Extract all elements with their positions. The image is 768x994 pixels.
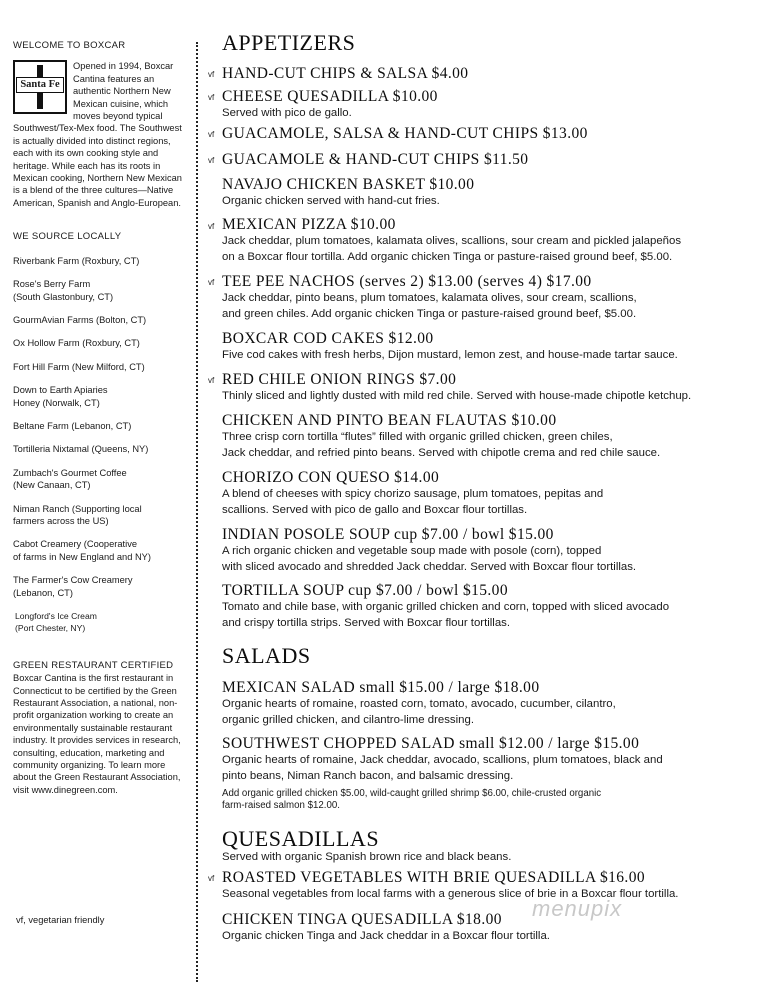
vf-marker: vf [208, 130, 215, 139]
menu-item-cheese-quesadilla [222, 88, 762, 122]
menu-item-cod-cakes [222, 330, 762, 364]
farm-line: Down to Earth Apiaries [13, 385, 108, 396]
farm-line: Ox Hollow Farm (Roxbury, CT) [13, 338, 140, 349]
menu-item-flautas [222, 412, 762, 461]
item-name: SOUTHWEST CHOPPED SALAD small $12.00 / large $15.00 [222, 735, 640, 752]
farm-line: (Port Chester, NY) [15, 623, 86, 634]
vf-marker: vf [208, 376, 215, 385]
item-name: MEXICAN SALAD small $15.00 / large $18.00 [222, 679, 540, 696]
item-desc: pinto beans, Niman Ranch bacon, and balsamic dressing. [222, 769, 514, 782]
farm-line: Cabot Creamery (Cooperative [13, 539, 138, 550]
item-desc: Jack cheddar, plum tomatoes, kalamata olives, scallions, sour cream and pickled jalapeños [222, 235, 682, 247]
farm-item [13, 278, 191, 303]
welcome-heading: WELCOME TO BOXCAR [13, 40, 126, 51]
item-desc: Five cod cakes with fresh herbs, Dijon mustard, lemon zest, and house-made tartar sauce. [222, 349, 678, 361]
item-desc: on a Boxcar flour tortilla. Add organic chicken Tinga or pasture-raised ground beef, $5.00. [222, 250, 673, 263]
menu-item-southwest-salad [222, 735, 762, 784]
farm-line: Beltane Farm (Lebanon, CT) [13, 420, 132, 431]
menu-item-navajo [222, 176, 762, 210]
item-desc: scallions. Served with pico de gallo and Boxcar flour tortillas. [222, 503, 528, 516]
farm-line: of farms in New England and NY) [13, 551, 151, 562]
farm-item [13, 420, 191, 432]
item-desc: Served with pico de gallo. [222, 107, 352, 119]
source-heading: WE SOURCE LOCALLY [13, 231, 122, 243]
farm-line: The Farmer's Cow Creamery [13, 575, 133, 586]
menu-item-chicken-tinga-quesadilla [222, 911, 762, 945]
farm-line: (New Canaan, CT) [13, 480, 91, 491]
menu-item-chips-salsa [222, 65, 762, 83]
menu-item-mexican-pizza [222, 216, 762, 265]
section-salads: SALADS [222, 643, 311, 668]
item-desc: Jack cheddar, and refried pinto beans. Served with chipotle crema and red chile sauce. [222, 446, 661, 459]
item-desc: and green chiles. Add organic chicken Tinga or pasture-raised ground beef, $5.00. [222, 307, 637, 320]
logo-text: Santa Fe [16, 77, 64, 93]
farm-line: (Lebanon, CT) [13, 587, 73, 598]
item-desc: Jack cheddar, pinto beans, plum tomatoes, kalamata olives, sour cream, scallions, [222, 292, 637, 304]
item-desc: Thinly sliced and lightly dusted with mild red chile. Served with house-made chipotle ketchup. [222, 390, 692, 402]
dotted-divider [196, 42, 198, 982]
vf-marker: vf [208, 874, 215, 883]
item-desc: Seasonal vegetables from local farms with a generous slice of brie in a Boxcar flour tortilla. [222, 888, 679, 900]
farm-line: farmers across the US) [13, 515, 109, 526]
addon-desc: farm-raised salmon $12.00. [222, 800, 340, 811]
item-desc: Organic chicken Tinga and Jack cheddar in a Boxcar flour tortilla. [222, 930, 550, 942]
item-desc: A blend of cheeses with spicy chorizo sausage, plum tomatoes, pepitas and [222, 488, 604, 500]
section-appetizers: APPETIZERS [222, 30, 356, 55]
menu-item-nachos [222, 273, 762, 322]
item-name: HAND-CUT CHIPS & SALSA $4.00 [222, 65, 469, 82]
farm-item [13, 314, 191, 326]
item-name: TORTILLA SOUP cup $7.00 / bowl $15.00 [222, 582, 508, 599]
item-name: TEE PEE NACHOS (serves 2) $13.00 (serves 4) $17.00 [222, 273, 592, 290]
item-desc: Three crisp corn tortilla “flutes” filled with organic grilled chicken, green chiles, [222, 431, 613, 443]
item-name: GUACAMOLE & HAND-CUT CHIPS $11.50 [222, 151, 529, 168]
santa-fe-logo [13, 60, 67, 114]
item-desc: with sliced avocado and shredded Jack cheddar. Served with Boxcar flour tortillas. [222, 560, 637, 573]
farm-item [13, 574, 191, 599]
item-name: MEXICAN PIZZA $10.00 [222, 216, 396, 233]
item-name: NAVAJO CHICKEN BASKET $10.00 [222, 176, 475, 193]
vf-marker: vf [208, 156, 215, 165]
farm-line: Niman Ranch (Supporting local [13, 503, 142, 514]
item-name: CHICKEN TINGA QUESADILLA $18.00 [222, 911, 502, 928]
menu-item-tortilla-soup [222, 582, 762, 631]
farm-item [13, 337, 191, 349]
item-name: CHEESE QUESADILLA $10.00 [222, 88, 438, 105]
farm-item [13, 255, 191, 267]
menu-item-posole [222, 526, 762, 575]
item-desc: and crispy tortilla strips. Served with Boxcar flour tortillas. [222, 616, 511, 629]
farm-item [13, 384, 191, 409]
farm-item [13, 538, 191, 563]
item-name: ROASTED VEGETABLES WITH BRIE QUESADILLA $16.00 [222, 869, 646, 886]
farm-line: Rose's Berry Farm [13, 279, 91, 290]
green-text: Boxcar Cantina is the first restaurant in Connecticut to be certified by the Green Restaurant Association, a national, non-profit organization working to create an environmentally sustainable restaurant industry. It provides services in research, consulting, education, marketing and community organizing. To learn more about the Green Restaurant Association, visit www.dinegreen.com. [13, 673, 181, 795]
menu-item-onion-rings [222, 371, 762, 405]
farm-line: Zumbach's Gourmet Coffee [13, 467, 127, 478]
item-name: RED CHILE ONION RINGS $7.00 [222, 371, 457, 388]
addon-desc: Add organic grilled chicken $5.00, wild-caught grilled shrimp $6.00, chile-crusted organic [222, 788, 602, 799]
salad-addons [222, 788, 762, 812]
vf-legend: vf, vegetarian friendly [16, 915, 105, 925]
item-desc: Organic chicken served with hand-cut fries. [222, 195, 440, 207]
farm-line: Tortilleria Nixtamal (Queens, NY) [13, 444, 149, 455]
farm-item [13, 443, 191, 455]
farm-item [13, 361, 191, 373]
item-desc: A rich organic chicken and vegetable soup made with posole (corn), topped [222, 545, 602, 557]
menu-item-mexican-salad [222, 679, 762, 728]
farm-line: Longford's Ice Cream [15, 611, 97, 621]
vf-marker: vf [208, 93, 215, 102]
farm-line: Riverbank Farm (Roxbury, CT) [13, 255, 140, 266]
menu-item-roasted-veg-quesadilla [222, 869, 762, 903]
vf-marker: vf [208, 222, 215, 231]
item-name: GUACAMOLE, SALSA & HAND-CUT CHIPS $13.00 [222, 125, 588, 142]
item-desc: Organic hearts of romaine, roasted corn, tomato, avocado, cucumber, cilantro, [222, 698, 616, 710]
vf-marker: vf [208, 70, 215, 79]
section-note: Served with organic Spanish brown rice and black beans. [222, 851, 512, 863]
farm-line: Honey (Norwalk, CT) [13, 397, 100, 408]
item-desc: Organic hearts of romaine, Jack cheddar, avocado, scallions, plum tomatoes, black and [222, 754, 663, 766]
quesadilla-note [222, 850, 762, 866]
menupix-watermark: menupix [532, 896, 623, 921]
welcome-text: Opened in 1994, Boxcar Cantina features an authentic Northern New Mexican cuisine, which moves beyond typical Southwest/Tex-Mex food. The Southwest is actually divided into distinct regions, each with its own cooking style and heritage. While each has its roots in Mexican cooking, Northern New Mexican is a blend of the three cultures—Native American, Spanish and Anglo-European. [13, 61, 182, 208]
menu-item-chorizo [222, 469, 762, 518]
item-name: BOXCAR COD CAKES $12.00 [222, 330, 434, 347]
item-desc: organic grilled chicken, and cilantro-lime dressing. [222, 713, 474, 726]
farm-item [13, 467, 191, 492]
farm-item [13, 503, 191, 528]
section-quesadillas: QUESADILLAS [222, 826, 380, 851]
menu-item-guac-chips [222, 151, 762, 169]
farm-item [13, 610, 191, 635]
farm-line: Fort Hill Farm (New Milford, CT) [13, 361, 145, 372]
farm-list [13, 255, 191, 635]
farm-line: (South Glastonbury, CT) [13, 291, 114, 302]
item-name: CHORIZO CON QUESO $14.00 [222, 469, 440, 486]
vf-marker: vf [208, 278, 215, 287]
green-heading: GREEN RESTAURANT CERTIFIED [13, 659, 174, 671]
item-name: INDIAN POSOLE SOUP cup $7.00 / bowl $15.00 [222, 526, 554, 543]
item-desc: Tomato and chile base, with organic grilled chicken and corn, topped with sliced avocado [222, 601, 670, 613]
farm-line: GourmAvian Farms (Bolton, CT) [13, 314, 147, 325]
menu-item-guac-salsa-chips [222, 125, 762, 143]
sidebar [13, 40, 191, 796]
item-name: CHICKEN AND PINTO BEAN FLAUTAS $10.00 [222, 412, 557, 429]
